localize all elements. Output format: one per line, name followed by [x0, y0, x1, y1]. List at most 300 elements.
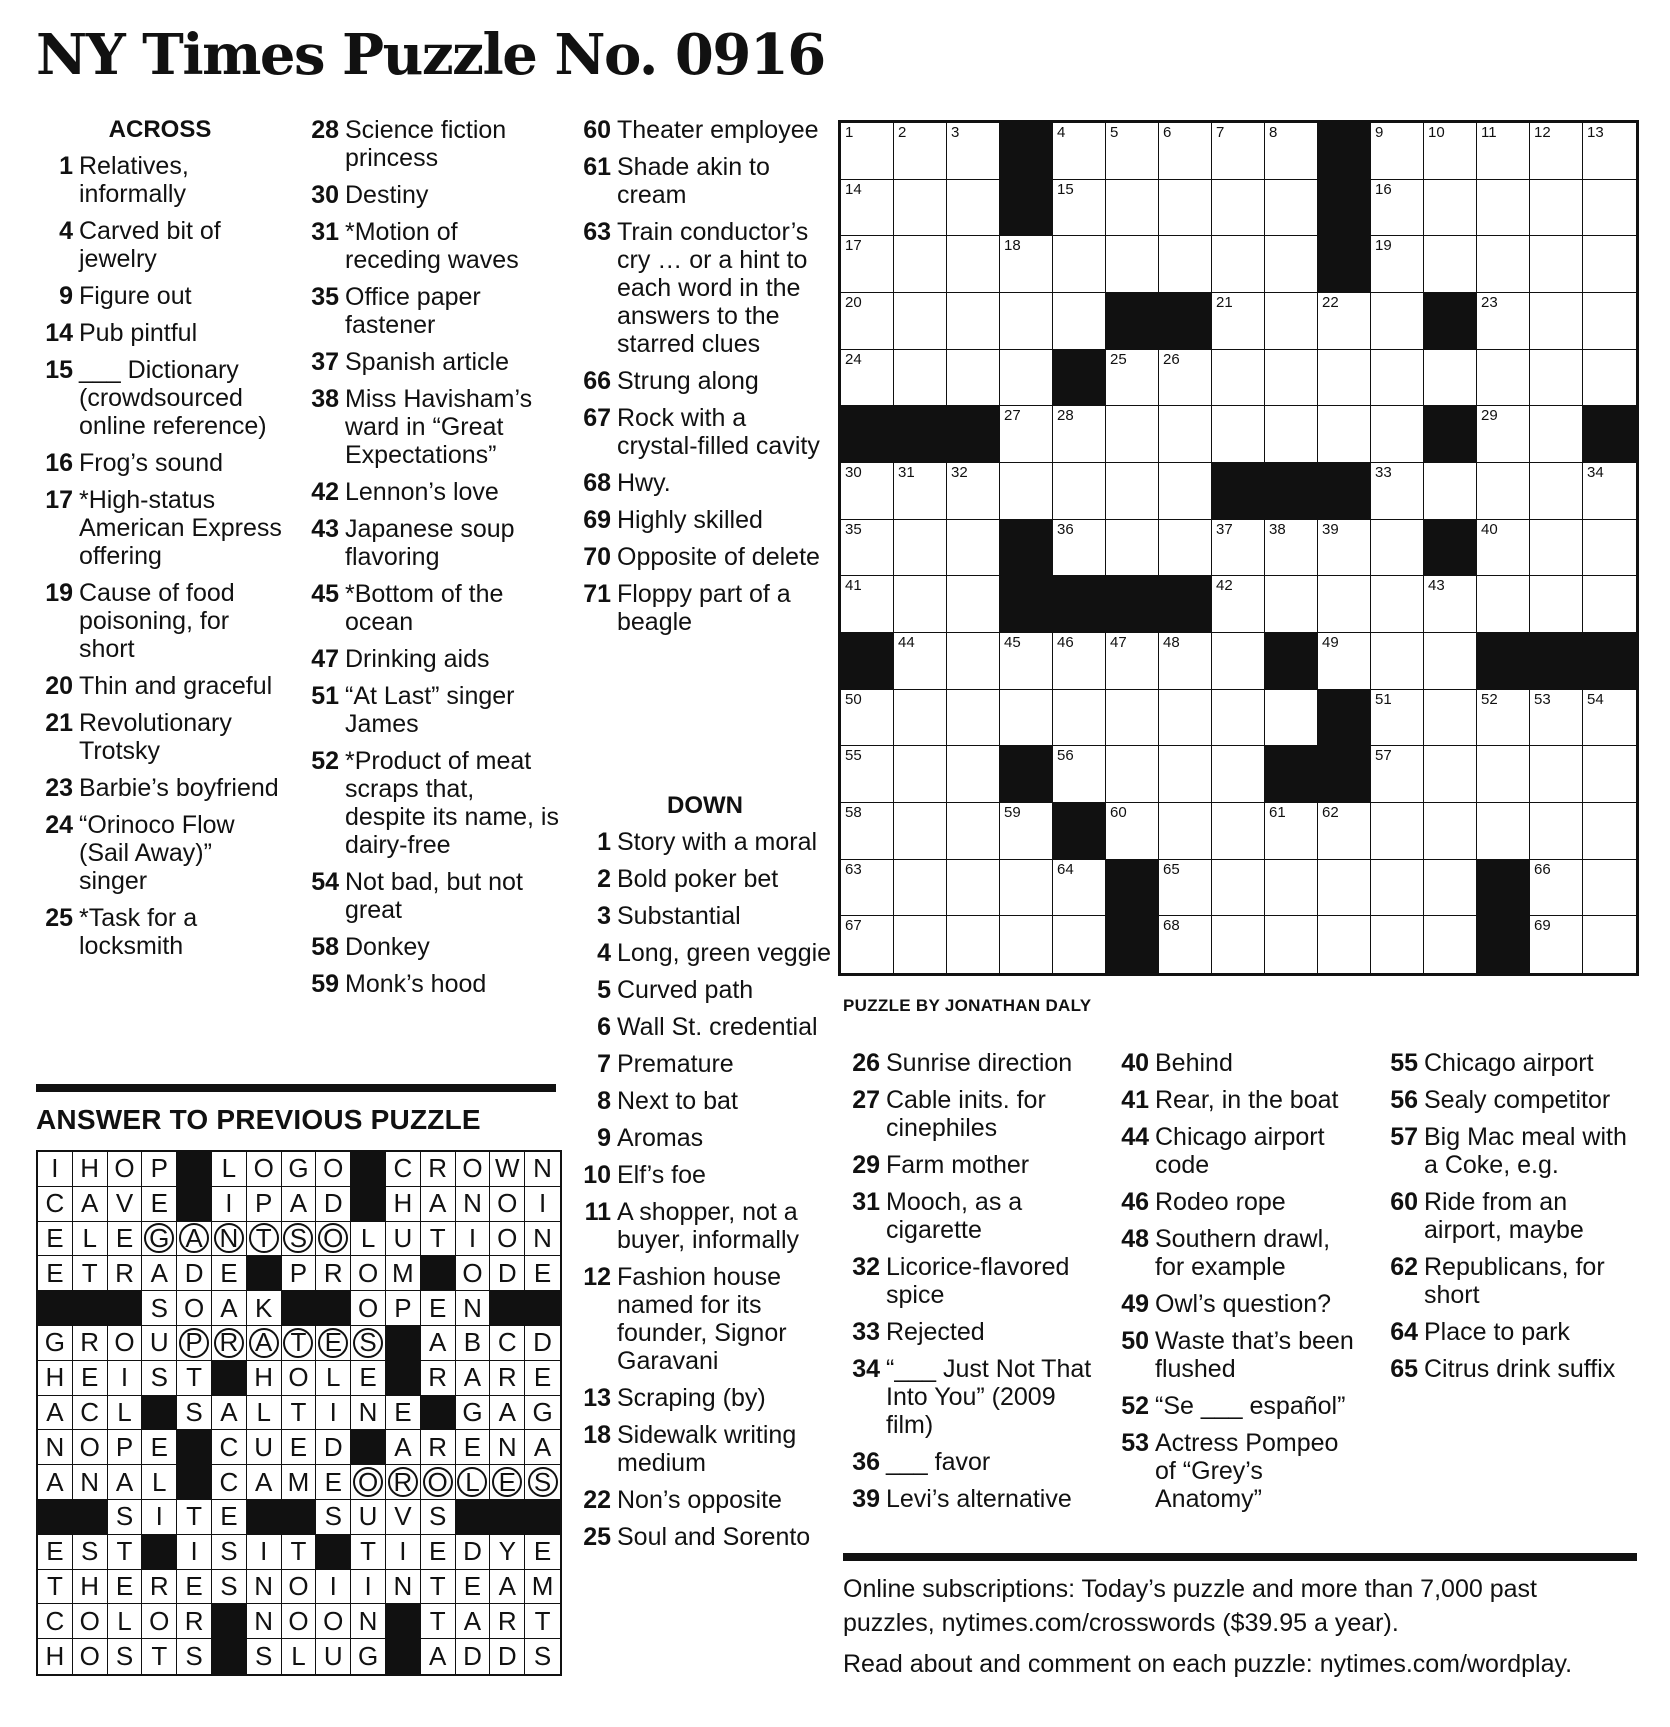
- grid-cell[interactable]: [1212, 803, 1265, 860]
- grid-cell[interactable]: [1477, 350, 1530, 407]
- answer-letter: O: [462, 1257, 483, 1288]
- grid-cell[interactable]: [1583, 123, 1636, 180]
- clue-number: 11: [584, 1198, 611, 1226]
- answer-letter: L: [82, 1222, 97, 1253]
- clue-number: 8: [597, 1087, 611, 1115]
- grid-cell[interactable]: [1106, 180, 1159, 237]
- grid-cell[interactable]: [1265, 406, 1318, 463]
- grid-cell[interactable]: [1212, 860, 1265, 917]
- grid-cell[interactable]: [894, 576, 947, 633]
- grid-cell[interactable]: [1106, 746, 1159, 803]
- grid-cell[interactable]: [1371, 293, 1424, 350]
- grid-cell[interactable]: [1053, 463, 1106, 520]
- answer-cell: [421, 1430, 456, 1465]
- black-square: [1159, 293, 1212, 350]
- grid-cell[interactable]: [1318, 406, 1371, 463]
- grid-cell[interactable]: [1265, 350, 1318, 407]
- clue-text: Citrus drink suffix: [1424, 1355, 1616, 1383]
- grid-cell[interactable]: [1000, 803, 1053, 860]
- grid-cell[interactable]: [1424, 576, 1477, 633]
- answer-letter: E: [533, 1536, 552, 1567]
- clue: [302, 116, 560, 172]
- answer-letter: T: [186, 1362, 203, 1393]
- grid-cell[interactable]: [1530, 803, 1583, 860]
- grid-cell[interactable]: [1318, 803, 1371, 860]
- grid-cell[interactable]: [1159, 123, 1212, 180]
- answer-letter: S: [150, 1362, 168, 1393]
- clue-number: 66: [583, 367, 611, 395]
- answer-letter: N: [45, 1431, 65, 1462]
- cell-number: 5: [1110, 124, 1119, 141]
- clue-number: 21: [45, 709, 73, 737]
- grid-cell[interactable]: [1477, 293, 1530, 350]
- clue-text: Behind: [1155, 1049, 1233, 1077]
- grid-cell[interactable]: [947, 293, 1000, 350]
- answer-letter: T: [290, 1536, 307, 1567]
- grid-cell[interactable]: [841, 746, 894, 803]
- clue: [36, 356, 284, 440]
- grid-cell[interactable]: [1371, 746, 1424, 803]
- clue-text: Frog’s sound: [79, 449, 224, 477]
- black-square: [1583, 633, 1636, 690]
- grid-cell[interactable]: [841, 576, 894, 633]
- grid-cell[interactable]: [1212, 746, 1265, 803]
- grid-cell[interactable]: [1212, 236, 1265, 293]
- answer-cell: [73, 1326, 108, 1361]
- grid-cell[interactable]: [947, 803, 1000, 860]
- grid-cell[interactable]: [947, 690, 1000, 747]
- grid-cell[interactable]: [1583, 576, 1636, 633]
- answer-letter: O: [323, 1605, 344, 1636]
- grid-cell[interactable]: [1530, 123, 1583, 180]
- answer-cell: [212, 1535, 247, 1570]
- grid-cell[interactable]: [1053, 406, 1106, 463]
- grid-cell[interactable]: [1212, 293, 1265, 350]
- grid-cell[interactable]: [1265, 180, 1318, 237]
- grid-cell[interactable]: [894, 633, 947, 690]
- grid-cell[interactable]: [1583, 463, 1636, 520]
- answer-letter: W: [494, 1153, 520, 1184]
- black-square: [38, 1500, 73, 1535]
- grid-cell[interactable]: [1318, 293, 1371, 350]
- grid-cell[interactable]: [1106, 803, 1159, 860]
- grid-cell[interactable]: [894, 236, 947, 293]
- answer-cell: [247, 1570, 282, 1605]
- down-heading: DOWN: [667, 792, 743, 819]
- grid-cell[interactable]: [1424, 916, 1477, 973]
- grid-cell[interactable]: [1424, 633, 1477, 690]
- grid-cell[interactable]: [1212, 180, 1265, 237]
- grid-cell[interactable]: [1000, 236, 1053, 293]
- grid-cell[interactable]: [1106, 633, 1159, 690]
- answer-cell: [525, 1430, 560, 1465]
- grid-cell[interactable]: [947, 236, 1000, 293]
- cell-number: 17: [845, 237, 862, 255]
- grid-cell[interactable]: [1477, 406, 1530, 463]
- answer-cell: [456, 1291, 491, 1326]
- grid-cell[interactable]: [1371, 916, 1424, 973]
- grid-cell[interactable]: [1053, 293, 1106, 350]
- grid-cell[interactable]: [1530, 180, 1583, 237]
- grid-cell[interactable]: [947, 746, 1000, 803]
- clue-text: Train conductor’s cry … or a hint to each word in the answers to the starred clues: [617, 218, 809, 358]
- answer-cell: [142, 1256, 177, 1291]
- grid-cell[interactable]: [947, 633, 1000, 690]
- grid-cell[interactable]: [894, 180, 947, 237]
- grid-cell[interactable]: [1053, 690, 1106, 747]
- answer-cell: [525, 1361, 560, 1396]
- clue-number: 55: [1390, 1049, 1418, 1077]
- clue-text: Carved bit of jewelry: [79, 217, 221, 273]
- grid-cell[interactable]: [1424, 803, 1477, 860]
- grid-cell[interactable]: [1530, 746, 1583, 803]
- grid-cell[interactable]: [1530, 520, 1583, 577]
- grid-cell[interactable]: [1371, 803, 1424, 860]
- grid-cell[interactable]: [1318, 520, 1371, 577]
- grid-cell[interactable]: [1265, 860, 1318, 917]
- grid-cell[interactable]: [1159, 350, 1212, 407]
- grid-cell[interactable]: [1000, 633, 1053, 690]
- grid-cell[interactable]: [1265, 803, 1318, 860]
- grid-cell[interactable]: [1159, 406, 1212, 463]
- answer-letter: E: [81, 1362, 99, 1393]
- answer-cell: [247, 1152, 282, 1187]
- answer-cell: [73, 1535, 108, 1570]
- cell-number: 67: [845, 917, 862, 935]
- answer-cell: [108, 1570, 143, 1605]
- clue-text: Destiny: [345, 181, 429, 209]
- clue-number: 4: [597, 939, 611, 967]
- black-square: [421, 1396, 456, 1431]
- answer-letter: V: [394, 1501, 412, 1532]
- answer-cell: [177, 1639, 212, 1674]
- grid-cell[interactable]: [1053, 180, 1106, 237]
- grid-cell[interactable]: [1159, 746, 1212, 803]
- answer-letter: A: [394, 1431, 412, 1462]
- clue-text: Chicago airport: [1424, 1049, 1594, 1077]
- grid-cell[interactable]: [1583, 293, 1636, 350]
- grid-cell[interactable]: [1212, 916, 1265, 973]
- grid-cell[interactable]: [1583, 803, 1636, 860]
- grid-cell[interactable]: [1318, 916, 1371, 973]
- grid-cell[interactable]: [1583, 236, 1636, 293]
- answer-cell: [108, 1326, 143, 1361]
- grid-cell[interactable]: [947, 520, 1000, 577]
- answer-cell: [73, 1396, 108, 1431]
- grid-cell[interactable]: [1371, 576, 1424, 633]
- grid-cell[interactable]: [1371, 236, 1424, 293]
- grid-cell[interactable]: [1371, 123, 1424, 180]
- grid-cell[interactable]: [1159, 916, 1212, 973]
- answer-letter: V: [115, 1188, 134, 1219]
- answer-cell: [177, 1396, 212, 1431]
- grid-cell[interactable]: [1530, 293, 1583, 350]
- grid-cell[interactable]: [1000, 690, 1053, 747]
- grid-cell[interactable]: [1000, 463, 1053, 520]
- grid-cell[interactable]: [1318, 633, 1371, 690]
- grid-cell[interactable]: [1106, 123, 1159, 180]
- clue-number: 15: [45, 356, 73, 384]
- answer-cell: [212, 1291, 247, 1326]
- grid-cell[interactable]: [841, 350, 894, 407]
- grid-cell[interactable]: [1477, 180, 1530, 237]
- answer-letter: D: [497, 1641, 517, 1672]
- grid-cell[interactable]: [841, 916, 894, 973]
- grid-cell[interactable]: [1053, 236, 1106, 293]
- grid-cell[interactable]: [947, 916, 1000, 973]
- cell-number: 44: [898, 633, 915, 651]
- grid-cell[interactable]: [1371, 350, 1424, 407]
- answer-letter: G: [288, 1153, 309, 1184]
- cell-number: 52: [1481, 690, 1498, 708]
- grid-cell[interactable]: [1530, 236, 1583, 293]
- clue-text: ___ favor: [886, 1448, 991, 1476]
- clue: [1112, 1049, 1362, 1077]
- grid-cell[interactable]: [894, 860, 947, 917]
- grid-cell[interactable]: [1000, 350, 1053, 407]
- answer-letter: R: [115, 1257, 134, 1288]
- grid-cell[interactable]: [1424, 463, 1477, 520]
- grid-cell[interactable]: [1159, 690, 1212, 747]
- grid-cell[interactable]: [1477, 803, 1530, 860]
- clue: [36, 486, 284, 570]
- grid-cell[interactable]: [1053, 860, 1106, 917]
- grid-cell[interactable]: [1530, 576, 1583, 633]
- grid-cell[interactable]: [1477, 463, 1530, 520]
- answer-letter: O: [497, 1222, 518, 1253]
- grid-cell[interactable]: [1000, 916, 1053, 973]
- grid-cell[interactable]: [841, 236, 894, 293]
- grid-cell[interactable]: [1265, 123, 1318, 180]
- grid-cell[interactable]: [1477, 236, 1530, 293]
- answer-cell: [351, 1361, 386, 1396]
- grid-cell[interactable]: [1318, 350, 1371, 407]
- grid-cell[interactable]: [1159, 463, 1212, 520]
- grid-cell[interactable]: [1424, 860, 1477, 917]
- grid-cell[interactable]: [1318, 860, 1371, 917]
- grid-cell[interactable]: [1477, 690, 1530, 747]
- grid-cell[interactable]: [1424, 180, 1477, 237]
- clue-text: Soul and Sorento: [617, 1523, 811, 1551]
- answer-cell: [490, 1535, 525, 1570]
- answer-letter: S: [115, 1501, 134, 1532]
- grid-cell[interactable]: [1053, 520, 1106, 577]
- grid-cell[interactable]: [1583, 690, 1636, 747]
- grid-cell[interactable]: [894, 123, 947, 180]
- grid-cell[interactable]: [947, 350, 1000, 407]
- grid-cell[interactable]: [841, 803, 894, 860]
- cell-number: 31: [898, 463, 915, 481]
- grid-cell[interactable]: [1106, 406, 1159, 463]
- grid-cell[interactable]: [1106, 463, 1159, 520]
- answer-cell: [525, 1639, 560, 1674]
- grid-cell[interactable]: [1106, 350, 1159, 407]
- grid-cell[interactable]: [1106, 520, 1159, 577]
- grid-cell[interactable]: [894, 690, 947, 747]
- grid-cell[interactable]: [1106, 690, 1159, 747]
- answer-cell: [490, 1570, 525, 1605]
- grid-cell[interactable]: [1159, 520, 1212, 577]
- clue-text: *Product of meat scraps that, despite its name, is dairy-free: [345, 747, 559, 859]
- clue-number: 1: [597, 828, 611, 856]
- grid-cell[interactable]: [841, 180, 894, 237]
- answer-cell: [421, 1222, 456, 1257]
- grid-cell[interactable]: [1424, 236, 1477, 293]
- previous-answer-heading: ANSWER TO PREVIOUS PUZZLE: [36, 1104, 481, 1135]
- grid-cell[interactable]: [1583, 350, 1636, 407]
- grid-cell[interactable]: [1371, 690, 1424, 747]
- grid-cell[interactable]: [1530, 916, 1583, 973]
- grid-cell[interactable]: [1583, 860, 1636, 917]
- grid-cell[interactable]: [894, 803, 947, 860]
- grid-cell[interactable]: [1000, 406, 1053, 463]
- grid-cell[interactable]: [1477, 123, 1530, 180]
- grid-cell[interactable]: [1583, 180, 1636, 237]
- grid-cell[interactable]: [947, 123, 1000, 180]
- grid-cell[interactable]: [894, 350, 947, 407]
- grid-cell[interactable]: [1477, 746, 1530, 803]
- grid-cell[interactable]: [1212, 406, 1265, 463]
- answer-cell: [421, 1361, 456, 1396]
- grid-cell[interactable]: [1530, 690, 1583, 747]
- cell-number: 61: [1269, 803, 1286, 821]
- answer-letter: P: [150, 1153, 168, 1184]
- cell-number: 39: [1322, 520, 1339, 538]
- cell-number: 55: [845, 747, 862, 765]
- grid-cell[interactable]: [1371, 406, 1424, 463]
- grid-cell[interactable]: [1053, 916, 1106, 973]
- grid-cell[interactable]: [1212, 690, 1265, 747]
- grid-cell[interactable]: [1265, 520, 1318, 577]
- black-square: [386, 1326, 421, 1361]
- grid-cell[interactable]: [841, 123, 894, 180]
- grid-cell[interactable]: [1424, 350, 1477, 407]
- grid-cell[interactable]: [1159, 860, 1212, 917]
- grid-cell[interactable]: [894, 293, 947, 350]
- answer-letter: A: [498, 1396, 516, 1427]
- cell-number: 40: [1481, 520, 1498, 538]
- grid-cell[interactable]: [894, 520, 947, 577]
- clue: [36, 709, 284, 765]
- cell-number: 28: [1057, 407, 1074, 425]
- grid-cell[interactable]: [1371, 520, 1424, 577]
- grid-cell[interactable]: [1318, 576, 1371, 633]
- answer-letter: H: [45, 1362, 65, 1393]
- grid-cell[interactable]: [1265, 916, 1318, 973]
- grid-cell[interactable]: [841, 293, 894, 350]
- grid-cell[interactable]: [947, 576, 1000, 633]
- grid-cell[interactable]: [1000, 860, 1053, 917]
- grid-cell[interactable]: [841, 463, 894, 520]
- grid-cell[interactable]: [947, 180, 1000, 237]
- grid-cell[interactable]: [841, 690, 894, 747]
- cell-number: 65: [1163, 860, 1180, 878]
- black-square: [490, 1291, 525, 1326]
- answer-letter: A: [220, 1396, 238, 1427]
- answer-cell: [38, 1570, 73, 1605]
- answer-cell: [316, 1361, 351, 1396]
- grid-cell[interactable]: [1371, 180, 1424, 237]
- grid-cell[interactable]: [1212, 520, 1265, 577]
- grid-cell[interactable]: [1106, 236, 1159, 293]
- grid-cell[interactable]: [894, 916, 947, 973]
- clue-text: Rejected: [886, 1318, 985, 1346]
- grid-cell[interactable]: [1212, 350, 1265, 407]
- grid-cell[interactable]: [947, 463, 1000, 520]
- grid-cell[interactable]: [1477, 576, 1530, 633]
- grid-cell[interactable]: [1159, 180, 1212, 237]
- grid-cell[interactable]: [1159, 236, 1212, 293]
- grid-cell[interactable]: [1530, 406, 1583, 463]
- clue: [574, 976, 836, 1004]
- grid-cell[interactable]: [1371, 463, 1424, 520]
- cell-number: 1: [845, 124, 854, 141]
- grid-cell[interactable]: [1265, 576, 1318, 633]
- grid-cell[interactable]: [1424, 690, 1477, 747]
- grid-cell[interactable]: [841, 860, 894, 917]
- cell-number: 23: [1481, 293, 1498, 311]
- grid-cell[interactable]: [1530, 463, 1583, 520]
- answer-cell: [525, 1535, 560, 1570]
- grid-cell[interactable]: [1265, 690, 1318, 747]
- grid-cell[interactable]: [947, 860, 1000, 917]
- clue-number: 54: [311, 868, 339, 896]
- clue-number: 63: [583, 218, 611, 246]
- grid-cell[interactable]: [1424, 123, 1477, 180]
- grid-cell[interactable]: [1053, 123, 1106, 180]
- grid-cell[interactable]: [1530, 860, 1583, 917]
- cell-number: 58: [845, 803, 862, 821]
- grid-cell[interactable]: [1265, 236, 1318, 293]
- grid-cell[interactable]: [1371, 633, 1424, 690]
- grid-cell[interactable]: [1212, 633, 1265, 690]
- clue-text: Highly skilled: [617, 506, 763, 534]
- cell-number: 11: [1481, 124, 1497, 141]
- grid-cell[interactable]: [1424, 746, 1477, 803]
- grid-cell[interactable]: [1159, 803, 1212, 860]
- answer-cell: [456, 1639, 491, 1674]
- answer-letter: U: [358, 1501, 378, 1532]
- grid-cell[interactable]: [1371, 860, 1424, 917]
- answer-letter: I: [364, 1570, 372, 1601]
- grid-cell[interactable]: [1212, 123, 1265, 180]
- grid-cell[interactable]: [1000, 293, 1053, 350]
- grid-cell[interactable]: [1053, 746, 1106, 803]
- black-square: [1318, 746, 1371, 803]
- grid-cell[interactable]: [1583, 916, 1636, 973]
- grid-cell[interactable]: [1053, 633, 1106, 690]
- cell-number: 12: [1534, 124, 1551, 141]
- clue-text: Strung along: [617, 367, 759, 395]
- grid-cell[interactable]: [1477, 520, 1530, 577]
- black-square: [1000, 123, 1053, 180]
- grid-cell[interactable]: [1583, 520, 1636, 577]
- grid-cell[interactable]: [894, 746, 947, 803]
- grid-cell[interactable]: [1212, 576, 1265, 633]
- grid-cell[interactable]: [1159, 633, 1212, 690]
- cell-number: 34: [1587, 463, 1604, 481]
- grid-cell[interactable]: [1583, 746, 1636, 803]
- answer-cell: [456, 1152, 491, 1187]
- grid-cell[interactable]: [1265, 293, 1318, 350]
- clue-text: Republicans, for short: [1424, 1253, 1605, 1309]
- grid-cell[interactable]: [1530, 350, 1583, 407]
- answer-cell: [247, 1187, 282, 1222]
- grid-cell[interactable]: [894, 463, 947, 520]
- answer-cell: [490, 1152, 525, 1187]
- grid-cell[interactable]: [841, 520, 894, 577]
- answer-letter: D: [323, 1188, 343, 1219]
